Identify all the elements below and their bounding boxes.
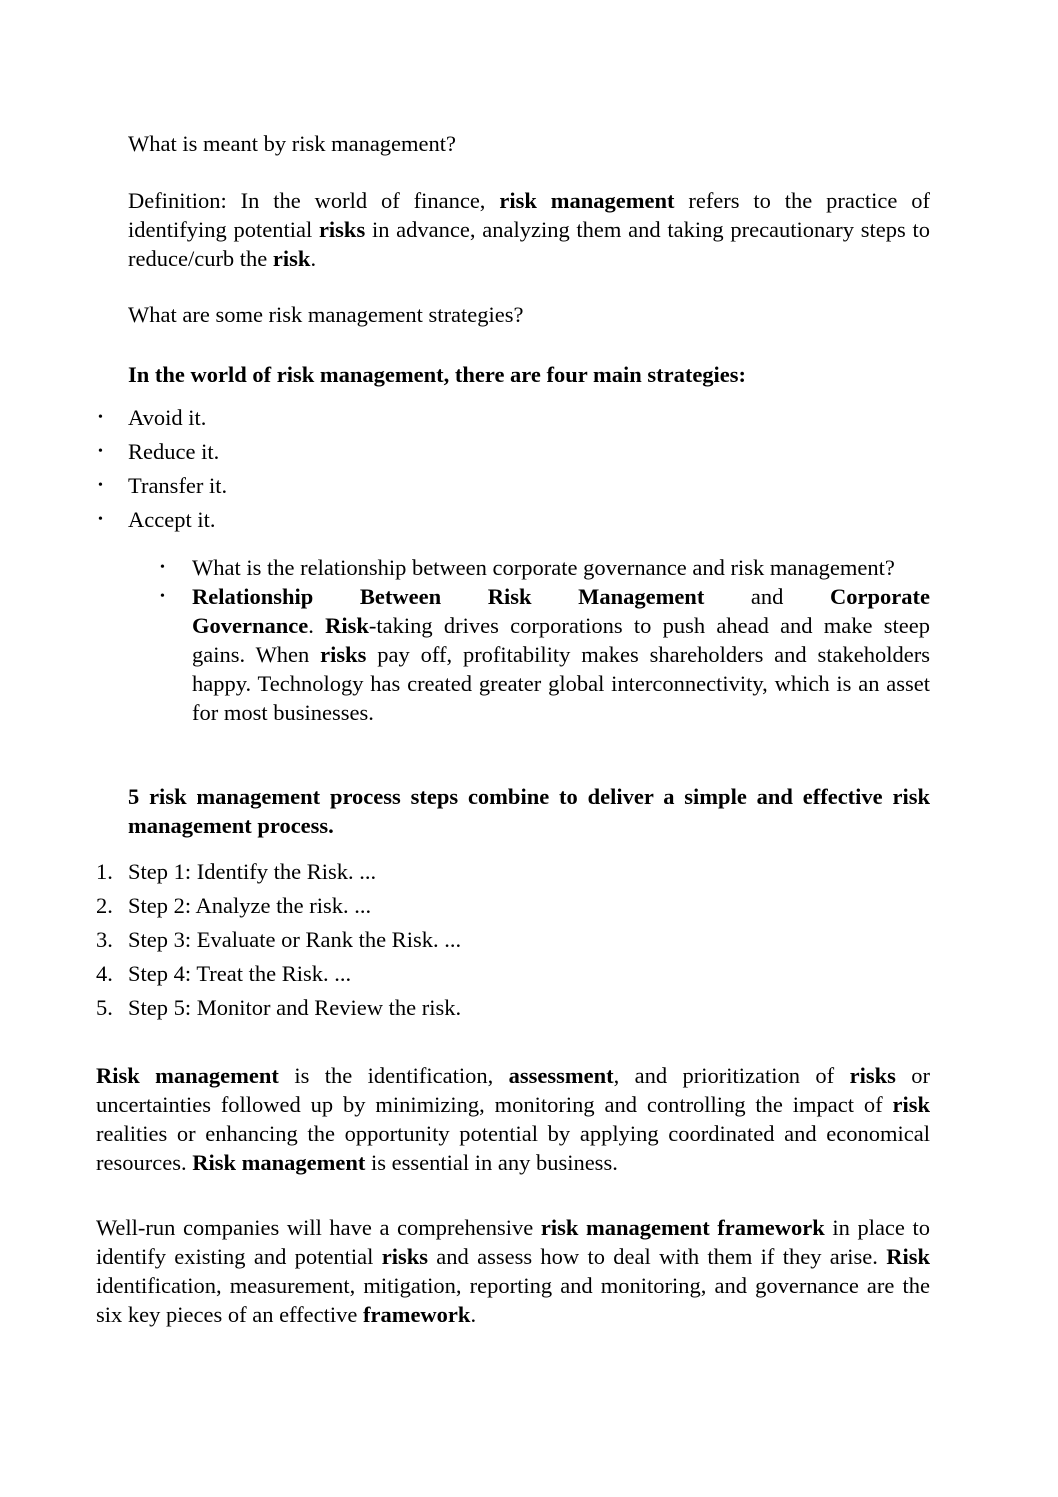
governance-answer-body bbox=[192, 613, 930, 725]
text-run: is essential in any business. bbox=[365, 1150, 618, 1175]
bold-text-run: Risk management bbox=[192, 1150, 366, 1175]
list-item bbox=[96, 991, 930, 1025]
bold-text-run: Risk bbox=[325, 613, 369, 638]
bold-text-run: risks bbox=[320, 642, 367, 667]
list-item bbox=[96, 923, 930, 957]
bullet-icon: • bbox=[98, 444, 103, 459]
process-steps-list bbox=[96, 855, 930, 1025]
bold-text-run: Risk management bbox=[96, 1063, 279, 1088]
strategy-text: Accept it. bbox=[128, 507, 216, 532]
bold-text-run: risk bbox=[892, 1092, 930, 1117]
strategy-text: Transfer it. bbox=[128, 473, 228, 498]
step-text: Step 5: Monitor and Review the risk. bbox=[128, 995, 462, 1020]
bullet-icon: • bbox=[98, 478, 103, 493]
governance-answer-line1 bbox=[192, 582, 930, 611]
bullet-icon: • bbox=[98, 410, 103, 425]
step-number: 2. bbox=[96, 893, 113, 918]
text-run: refers to the practice of identifying potential bbox=[128, 188, 930, 242]
list-item bbox=[96, 957, 930, 991]
bold-text-run: risks bbox=[381, 1244, 428, 1269]
step-number: 5. bbox=[96, 995, 113, 1020]
bold-text-run: Relationship Between Risk Management bbox=[192, 584, 705, 609]
list-item bbox=[98, 401, 930, 435]
list-item bbox=[98, 469, 930, 503]
text-run: . bbox=[470, 1302, 477, 1327]
governance-question: What is the relationship between corporate governance and risk management? bbox=[192, 555, 895, 580]
text-run: identification, measurement, mitigation, reporting and monitoring, and governance are the six key pieces of an effective bbox=[96, 1273, 930, 1327]
step-number: 4. bbox=[96, 961, 113, 986]
bullet-icon: • bbox=[98, 512, 103, 527]
list-item bbox=[96, 889, 930, 923]
bold-text-run: risk management bbox=[499, 188, 675, 213]
step-text: Step 1: Identify the Risk. ... bbox=[128, 859, 377, 884]
bold-text-run: Governance bbox=[192, 613, 309, 638]
text-run: in place to identify existing and potential bbox=[96, 1215, 930, 1269]
strategies-list bbox=[98, 401, 930, 537]
text-run: realities or enhancing the opportunity potential by applying coordinated and economical resources. bbox=[96, 1121, 930, 1175]
bold-text-run: assessment bbox=[508, 1063, 614, 1088]
text-run: and assess how to deal with them if they arise. bbox=[427, 1244, 887, 1269]
question-what-is-risk-management: What is meant by risk management? bbox=[128, 131, 457, 156]
step-text: Step 3: Evaluate or Rank the Risk. ... bbox=[128, 927, 462, 952]
bold-text-run: risk management framework bbox=[540, 1215, 825, 1240]
text-run: in advance, analyzing them and taking precautionary steps to reduce/curb the bbox=[128, 217, 930, 271]
strategy-text: Reduce it. bbox=[128, 439, 220, 464]
text-run: pay off, profitability makes shareholders and stakeholders happy. Technology has created greater global interconnectivity, which is an asset for most businesses. bbox=[192, 642, 930, 725]
bold-text-run: framework bbox=[362, 1302, 471, 1327]
bold-text-run: risks bbox=[318, 217, 366, 242]
text-run: , and prioritization of bbox=[613, 1063, 850, 1088]
bold-text-run: Corporate bbox=[830, 584, 930, 609]
process-heading: 5 risk management process steps combine to deliver a simple and effective risk management process. bbox=[128, 784, 930, 838]
governance-list bbox=[160, 553, 931, 727]
definition-paragraph bbox=[128, 186, 930, 273]
text-run: is the identification, bbox=[278, 1063, 509, 1088]
list-item bbox=[98, 503, 930, 537]
summary-paragraph bbox=[96, 1061, 930, 1177]
framework-paragraph bbox=[96, 1213, 930, 1329]
step-number: 3. bbox=[96, 927, 113, 952]
bold-text-run: risk bbox=[272, 246, 311, 271]
bold-text-run: risks bbox=[849, 1063, 896, 1088]
list-item bbox=[160, 553, 930, 582]
list-item bbox=[96, 855, 930, 889]
text-run: -taking drives corporations to push ahead and make steep gains. When bbox=[192, 613, 931, 667]
bold-text-run: Risk bbox=[886, 1244, 930, 1269]
list-item bbox=[160, 582, 931, 727]
question-risk-strategies: What are some risk management strategies? bbox=[128, 302, 524, 327]
step-number: 1. bbox=[96, 859, 113, 884]
text-run: Definition: In the world of finance, bbox=[128, 188, 500, 213]
strategy-text: Avoid it. bbox=[128, 405, 207, 430]
step-text: Step 4: Treat the Risk. ... bbox=[128, 961, 352, 986]
text-run: or uncertainties followed up by minimizing, monitoring and controlling the impact of bbox=[96, 1063, 930, 1117]
text-run: Well-run companies will have a comprehensive bbox=[96, 1215, 541, 1240]
text-run: . bbox=[308, 613, 326, 638]
text-run: . bbox=[310, 246, 317, 271]
strategies-heading: In the world of risk management, there are four main strategies: bbox=[128, 362, 747, 387]
text-run: and bbox=[704, 584, 831, 609]
step-text: Step 2: Analyze the risk. ... bbox=[128, 893, 372, 918]
bullet-icon: • bbox=[160, 560, 165, 575]
bullet-icon: • bbox=[160, 589, 165, 604]
list-item bbox=[98, 435, 930, 469]
